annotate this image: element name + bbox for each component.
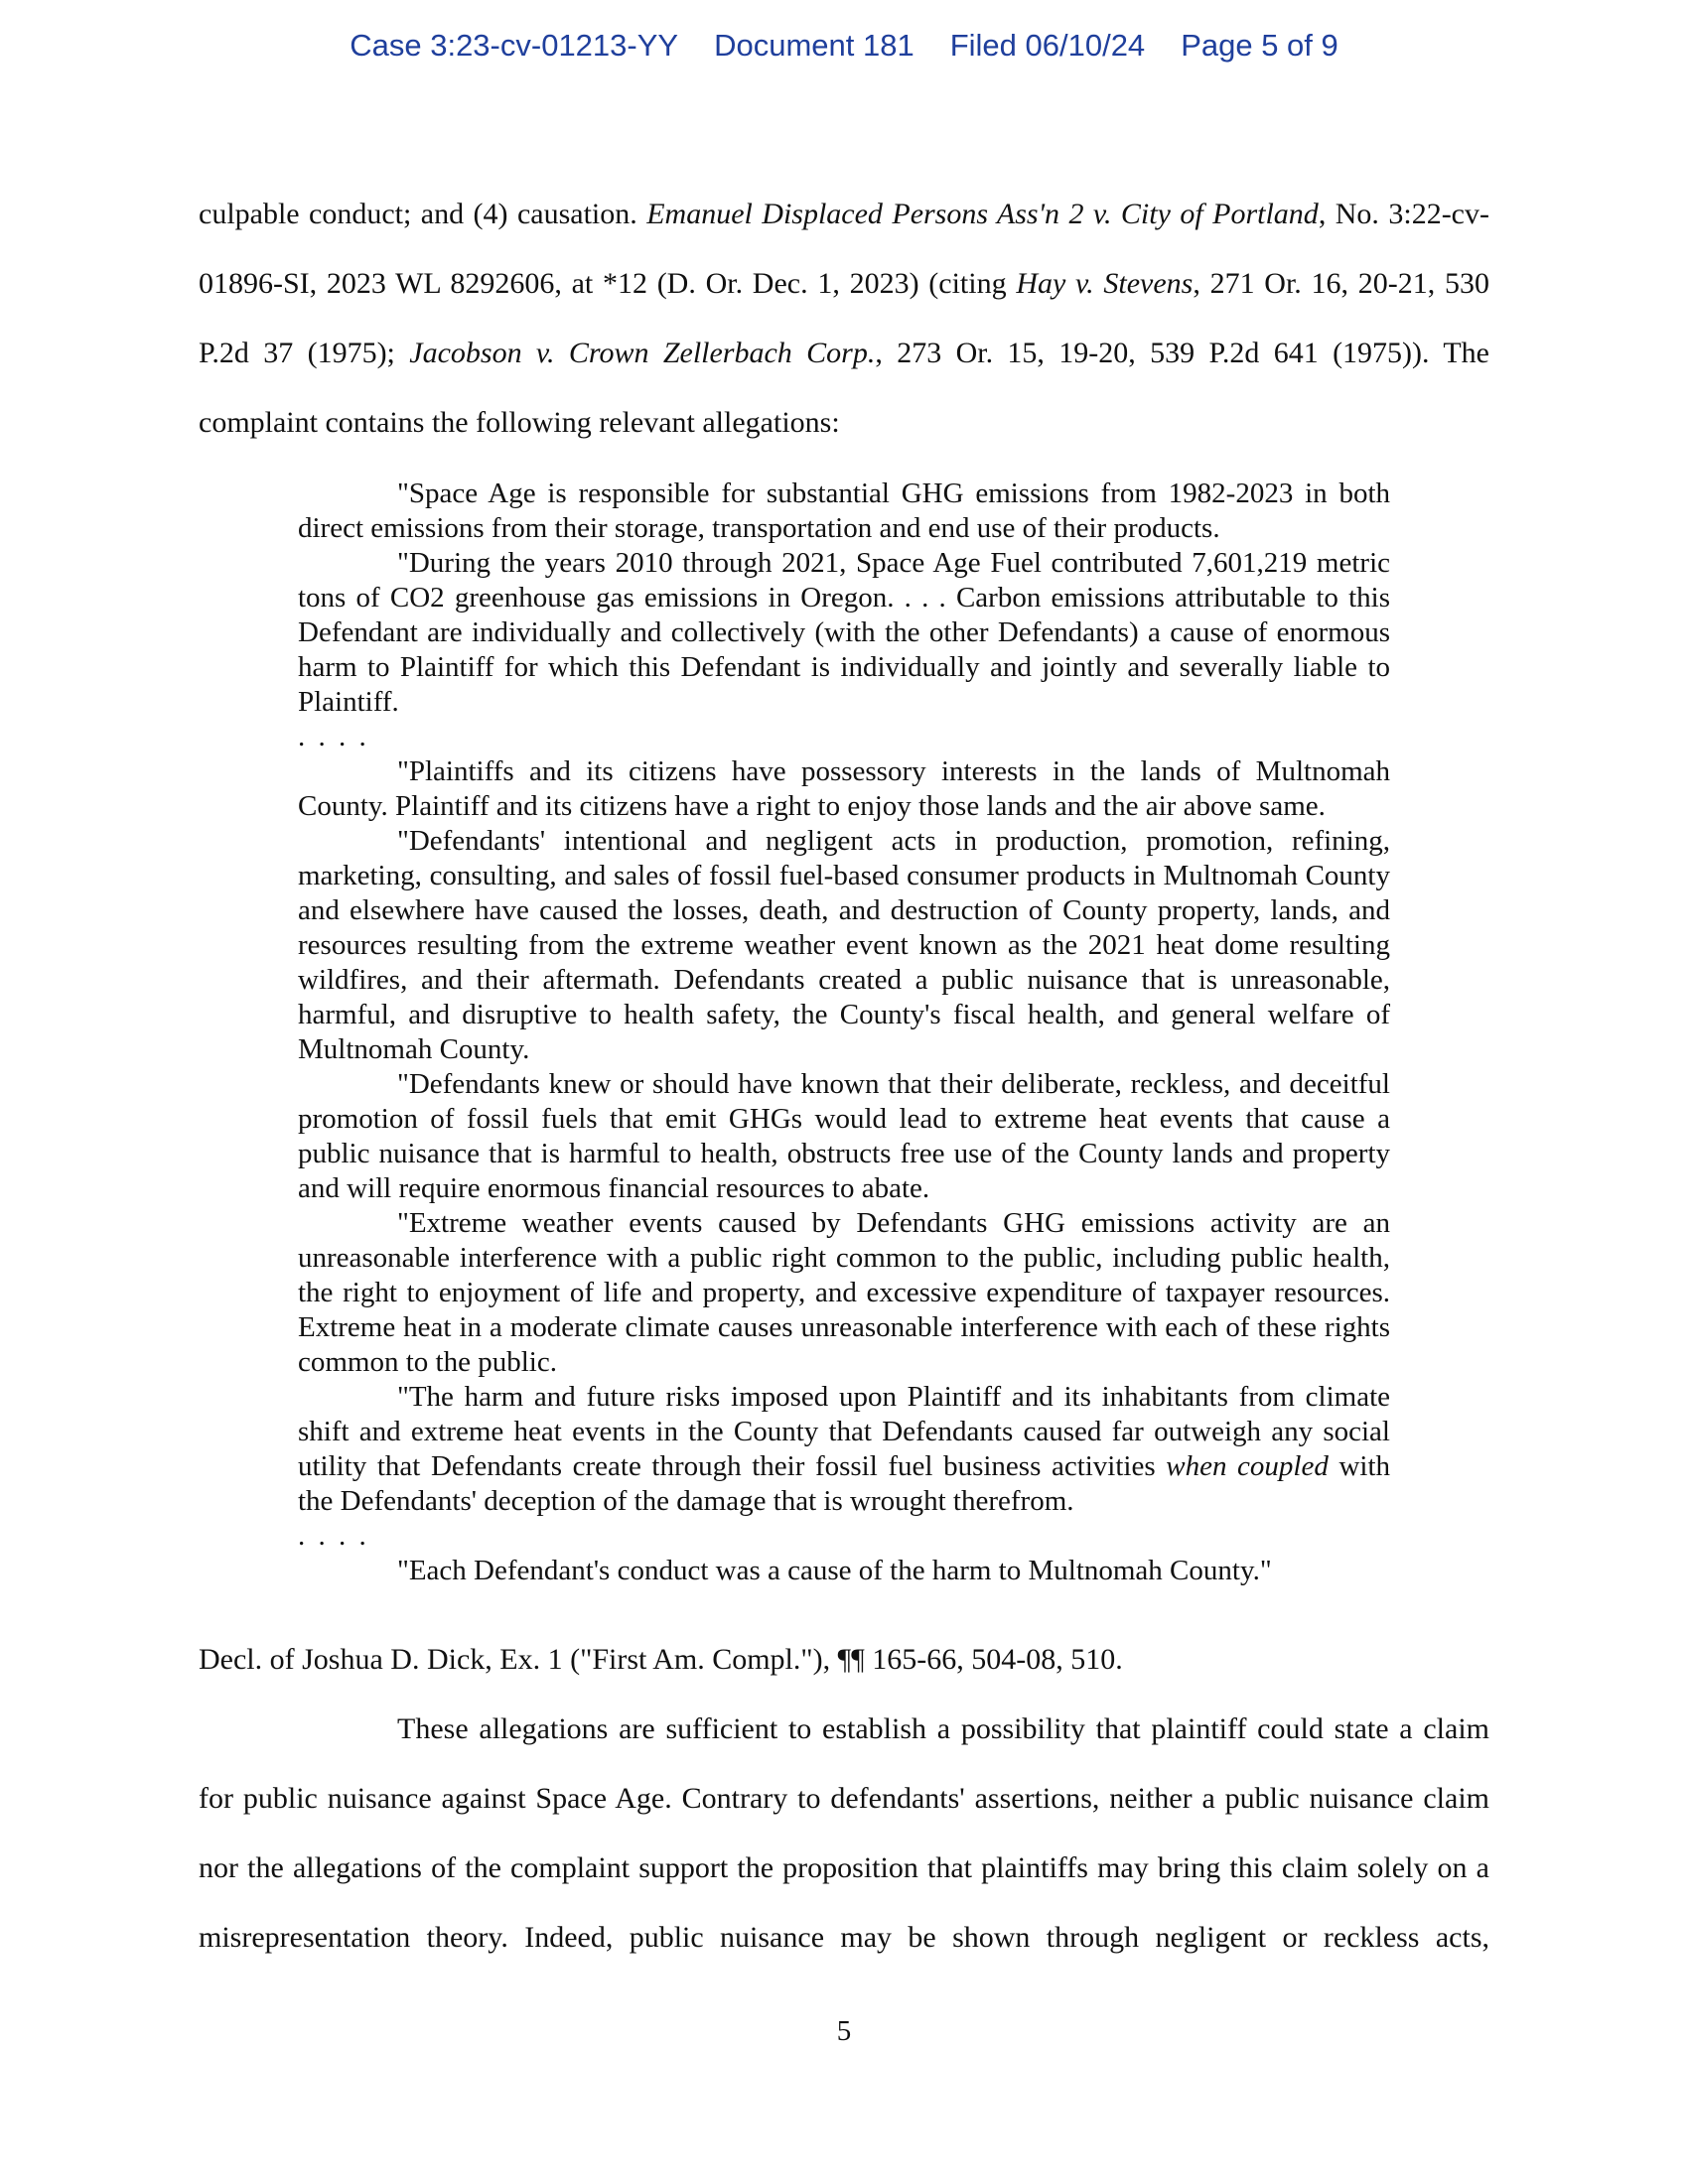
quote-paragraph: "Each Defendant's conduct was a cause of the harm to Multnomah County." bbox=[397, 1555, 1272, 1586]
closing-paragraph: These allegations are sufficient to establish a possibility that plaintiff could state a claim for public nuisance against Space Age. Contrary to defendants' assertions, neither a public nuisance claim nor the allegations of the complaint support the proposition that plaintiffs may bring this claim solely on a misrepresentation theory. Indeed, public nuisance may be shown through negligent or reckless acts, bbox=[199, 1712, 1489, 1954]
page-number: 5 bbox=[836, 2015, 852, 2047]
case-number: Case 3:23-cv-01213-YY bbox=[350, 28, 679, 63]
case-citation: Hay v. Stevens bbox=[1016, 267, 1194, 300]
quote-paragraph: "Plaintiffs and its citizens have possessory interests in the lands of Multnomah County. Plaintiff and its citizens have a right to enjoy those lands and the air above same. bbox=[298, 755, 1390, 822]
quote-paragraph: "Extreme weather events caused by Defendants GHG emissions activity are an unreasonable interference with a public right common to the public, including public health, the right to enjoyment of life and property, and excessive expenditure of taxpayer resources. Extreme heat in a moderate climate causes unreasonable interference with each of these rights common to the public. bbox=[298, 1207, 1390, 1378]
case-citation: Emanuel Displaced Persons Ass'n 2 v. City of Portland bbox=[646, 198, 1319, 230]
quote-paragraph: "Defendants knew or should have known that their deliberate, reckless, and deceitful promotion of fossil fuels that emit GHGs would lead to extreme heat events that cause a public nuisance that is harmful to health, obstructs free use of the County lands and property and will require enormous financial resources to abate. bbox=[298, 1068, 1390, 1204]
document-number: Document 181 bbox=[714, 28, 914, 63]
page-indicator: Page 5 of 9 bbox=[1181, 28, 1338, 63]
quote-paragraph: "The harm and future risks imposed upon Plaintiff and its inhabitants from climate shift and extreme heat events in the County that Defendants caused far outweigh any social utility that Defendants create through their fossil fuel business activities when coupled with the Defendants' deception of the damage that is wrought therefrom. bbox=[298, 1381, 1390, 1517]
citation-line: Decl. of Joshua D. Dick, Ex. 1 ("First Am. Compl."), ¶¶ 165-66, 504-08, 510. bbox=[199, 1643, 1123, 1676]
block-quote bbox=[298, 477, 1390, 1588]
opening-paragraph: culpable conduct; and (4) causation. Emanuel Displaced Persons Ass'n 2 v. City of Portland, No. 3:22-cv-01896-SI, 2023 WL 8292606, at *12 (D. Or. Dec. 1, 2023) (citing Hay v. Stevens, 271 Or. 16, 20-21, 530 P.2d 37 (1975); Jacobson v. Crown Zellerbach Corp., 273 Or. 15, 19-20, 539 P.2d 641 (1975)). The complaint contains the following relevant allegations: bbox=[199, 198, 1489, 439]
quote-ellipsis: . . . . bbox=[298, 721, 369, 752]
quote-paragraph: "Space Age is responsible for substantial GHG emissions from 1982-2023 in both direct emissions from their storage, transportation and end use of their products. bbox=[298, 478, 1390, 544]
quote-paragraph: "Defendants' intentional and negligent acts in production, promotion, refining, marketing, consulting, and sales of fossil fuel-based consumer products in Multnomah County and elsewhere have caused the losses, death, and destruction of County property, lands, and resources resulting from the extreme weather event known as the 2021 heat dome resulting wildfires, and their aftermath. Defendants created a public nuisance that is unreasonable, harmful, and disruptive to health safety, the County's fiscal health, and general welfare of Multnomah County. bbox=[298, 825, 1390, 1065]
case-citation: Jacobson v. Crown Zellerbach Corp. bbox=[409, 337, 876, 369]
quote-ellipsis: . . . . bbox=[298, 1520, 369, 1552]
emphasis: when coupled bbox=[1166, 1450, 1329, 1482]
filed-date: Filed 06/10/24 bbox=[949, 28, 1146, 63]
ecf-header bbox=[0, 28, 1688, 64]
quote-paragraph: "During the years 2010 through 2021, Space Age Fuel contributed 7,601,219 metric tons of CO2 greenhouse gas emissions in Oregon. . . . Carbon emissions attributable to this Defendant are individually and collectively (with the other Defendants) a cause of enormous harm to Plaintiff for which this Defendant is individually and jointly and severally liable to Plaintiff. bbox=[298, 547, 1390, 718]
